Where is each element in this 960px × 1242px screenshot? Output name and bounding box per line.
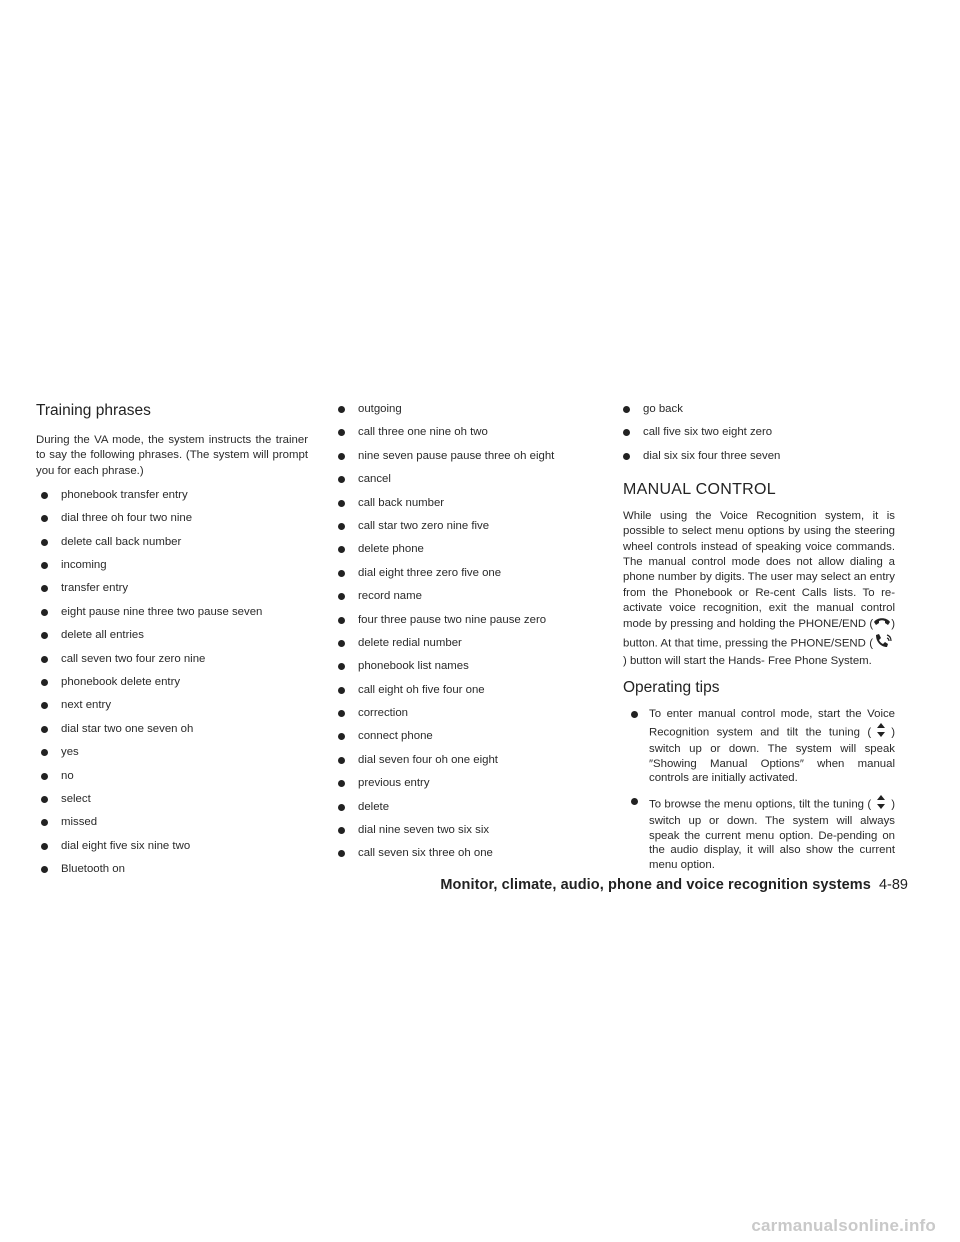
phrase-text: Bluetooth on <box>61 863 125 876</box>
manual-text-part-3: ) button will start the Hands- Free Phone System. <box>623 655 872 668</box>
section-title-training-phrases: Training phrases <box>36 402 151 419</box>
phrase-text: call seven two four zero nine <box>61 652 206 665</box>
phrase-item <box>338 753 600 776</box>
bullet-icon <box>338 500 345 507</box>
manual-control-text <box>623 509 895 669</box>
phrase-text: eight pause nine three two pause seven <box>61 605 263 618</box>
phrase-text: dial three oh four two nine <box>61 512 193 525</box>
bullet-icon <box>338 733 345 740</box>
watermark-text: carmanualsonline.info <box>751 1216 936 1235</box>
bullet-icon <box>41 749 48 756</box>
tip1-text-a: To enter manual control mode, start the Voice Recognition system and tilt the tuning ( <box>649 708 895 739</box>
phrase-text: phonebook transfer entry <box>61 488 188 501</box>
bullet-icon <box>338 663 345 670</box>
training-phrase-list-end <box>623 402 895 472</box>
bullet-icon <box>41 632 48 639</box>
bullet-icon <box>338 850 345 857</box>
phrase-item <box>338 589 600 612</box>
tip-item <box>623 707 895 786</box>
phrase-item <box>36 558 308 581</box>
phrase-item <box>36 605 308 628</box>
phrase-item <box>36 815 308 838</box>
phrase-text: go back <box>643 403 683 415</box>
bullet-icon <box>41 492 48 499</box>
phrase-item <box>36 862 308 885</box>
bullet-icon <box>338 617 345 624</box>
phrase-item <box>338 449 600 472</box>
footer-section-title: Monitor, climate, audio, phone and voice recognition systems <box>440 877 871 893</box>
bullet-icon <box>338 780 345 787</box>
bullet-icon <box>338 827 345 834</box>
phrase-item <box>36 769 308 792</box>
phrase-item <box>623 425 895 448</box>
phrase-text: dial seven four oh one eight <box>358 753 498 766</box>
bullet-icon <box>41 796 48 803</box>
bullet-icon <box>41 679 48 686</box>
phrase-item <box>338 613 600 636</box>
phrase-item <box>36 698 308 721</box>
phrase-item <box>338 776 600 799</box>
phrase-item <box>338 566 600 589</box>
phrase-text: dial nine seven two six six <box>358 824 490 837</box>
bullet-icon <box>41 843 48 850</box>
bullet-icon <box>623 453 630 460</box>
phrase-item <box>338 542 600 565</box>
bullet-icon <box>41 866 48 873</box>
phrase-item <box>36 792 308 815</box>
phrase-text: no <box>61 769 74 782</box>
bullet-icon <box>338 429 345 436</box>
bullet-icon <box>338 546 345 553</box>
phrase-text: cancel <box>358 473 391 486</box>
phrase-text: outgoing <box>358 403 402 415</box>
bullet-icon <box>338 710 345 717</box>
phrase-item <box>36 488 308 511</box>
phrase-text: dial six six four three seven <box>643 449 781 462</box>
phrase-item <box>36 535 308 558</box>
phrase-text: nine seven pause pause three oh eight <box>358 449 555 462</box>
phrase-item <box>338 402 600 425</box>
training-phrase-list-continued <box>338 402 600 870</box>
phrase-item <box>338 472 600 495</box>
phrase-item <box>338 800 600 823</box>
operating-tips-list <box>623 707 895 872</box>
phrase-text: missed <box>61 816 98 829</box>
tip-item <box>623 794 895 873</box>
phrase-item <box>623 449 895 472</box>
bullet-icon <box>338 523 345 530</box>
section-title-manual-control: MANUAL CONTROL <box>623 481 776 499</box>
phrase-text: call seven six three oh one <box>358 847 493 860</box>
phrase-text: transfer entry <box>61 582 129 595</box>
phrase-item <box>36 581 308 604</box>
bullet-icon <box>338 687 345 694</box>
phrase-text: four three pause two nine pause zero <box>358 613 547 626</box>
phrase-item <box>36 511 308 534</box>
phrase-text: dial star two one seven oh <box>61 722 194 735</box>
phrase-item <box>36 839 308 862</box>
page-footer <box>440 877 908 893</box>
bullet-icon <box>41 819 48 826</box>
phrase-text: record name <box>358 590 422 603</box>
tip2-text-b: ) switch up or down. The system will always speak the current menu option. De-pending on the audio display, it will also show the current menu option. <box>649 798 895 871</box>
phrase-text: connect phone <box>358 730 433 743</box>
phrase-item <box>338 706 600 729</box>
phrase-text: call three one nine oh two <box>358 426 488 439</box>
bullet-icon <box>41 609 48 616</box>
phrase-item <box>338 729 600 752</box>
phrase-text: delete redial number <box>358 636 462 649</box>
tuning-switch-icon <box>871 722 891 743</box>
phrase-text: dial eight three zero five one <box>358 566 502 579</box>
phrase-text: select <box>61 792 91 805</box>
phrase-item <box>623 402 895 425</box>
phrase-text: phonebook list names <box>358 660 469 673</box>
manual-text-part-2: ) button. At that time, pressing the PHONE/SEND ( <box>623 618 895 650</box>
phrase-text: delete <box>358 800 390 813</box>
phrase-item <box>338 846 600 869</box>
page-number: 4-89 <box>878 877 908 893</box>
phrase-item <box>338 659 600 682</box>
column-right <box>623 402 895 880</box>
tip1-text-b: ) switch up or down. The system will speak ″Showing Manual Options″ when manual controls are initially activated. <box>649 726 895 785</box>
bullet-icon <box>41 562 48 569</box>
phrase-item <box>36 745 308 768</box>
training-intro: During the VA mode, the system instructs the trainer to say the following phrases. (The system will prompt you for each phrase.) <box>36 434 308 477</box>
bullet-icon <box>338 570 345 577</box>
phrase-text: call star two zero nine five <box>358 519 490 532</box>
training-phrase-list <box>36 488 308 886</box>
bullet-icon <box>338 453 345 460</box>
phrase-text: delete phone <box>358 543 424 556</box>
phrase-item <box>36 675 308 698</box>
phrase-text: call five six two eight zero <box>643 426 773 439</box>
bullet-icon <box>631 798 638 805</box>
bullet-icon <box>41 539 48 546</box>
phone-end-icon <box>873 616 891 632</box>
phrase-text: call eight oh five four one <box>358 683 485 696</box>
bullet-icon <box>338 593 345 600</box>
bullet-icon <box>623 429 630 436</box>
bullet-icon <box>41 515 48 522</box>
bullet-icon <box>338 757 345 764</box>
phrase-text: incoming <box>61 559 107 572</box>
phrase-item <box>338 683 600 706</box>
section-title-operating-tips: Operating tips <box>623 679 720 697</box>
phrase-item <box>338 636 600 659</box>
phrase-text: previous entry <box>358 777 430 790</box>
phrase-text: correction <box>358 707 409 720</box>
phrase-item <box>36 652 308 675</box>
bullet-icon <box>338 406 345 413</box>
bullet-icon <box>41 585 48 592</box>
bullet-icon <box>338 640 345 647</box>
phrase-item <box>338 823 600 846</box>
phrase-item <box>338 519 600 542</box>
bullet-icon <box>41 656 48 663</box>
phrase-text: yes <box>61 746 79 759</box>
manual-text-part-1: While using the Voice Recognition system, it is possible to select menu options by using the steering wheel controls instead of speaking voice commands. The manual control mode does not allow dialing a phone number by digits. The user may select an entry from the Phonebook or Re-cent Calls lists. To re-activate voice recognition, exit the manual control mode by pressing and holding the PHONE/END ( <box>623 510 895 631</box>
bullet-icon <box>338 476 345 483</box>
bullet-icon <box>338 804 345 811</box>
phrase-item <box>338 425 600 448</box>
phrase-item <box>338 496 600 519</box>
column-middle <box>338 402 600 870</box>
bullet-icon <box>631 711 638 718</box>
phrase-text: phonebook delete entry <box>61 676 181 689</box>
bullet-icon <box>41 726 48 733</box>
tuning-switch-icon <box>871 794 891 815</box>
watermark-bar <box>0 1210 960 1242</box>
phone-send-icon <box>873 633 895 654</box>
tip2-text-a: To browse the menu options, tilt the tuning ( <box>649 798 872 811</box>
column-left <box>36 402 308 886</box>
phrase-text: call back number <box>358 496 445 509</box>
phrase-item <box>36 628 308 651</box>
phrase-text: dial eight five six nine two <box>61 839 191 852</box>
phrase-text: delete call back number <box>61 535 182 548</box>
bullet-icon <box>41 773 48 780</box>
phrase-text: delete all entries <box>61 629 144 642</box>
bullet-icon <box>623 406 630 413</box>
phrase-text: next entry <box>61 699 112 712</box>
phrase-item <box>36 722 308 745</box>
bullet-icon <box>41 702 48 709</box>
